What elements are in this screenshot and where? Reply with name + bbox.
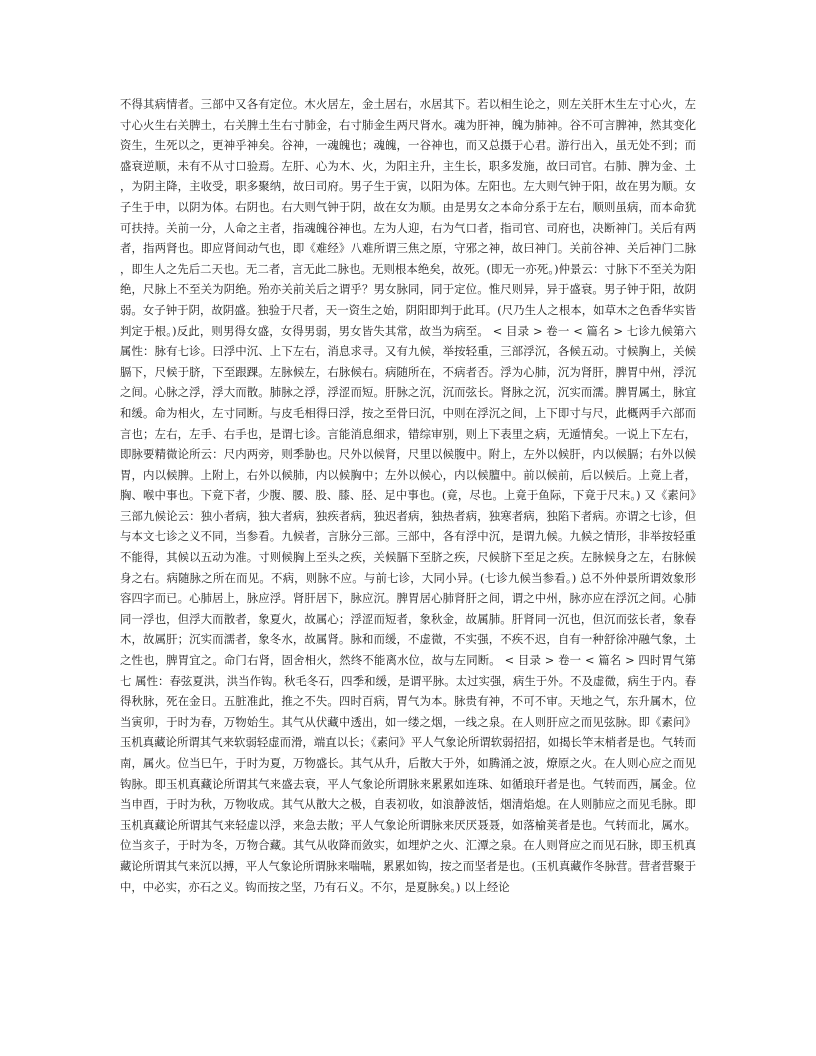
body-paragraph: 不得其病情者。三部中又各有定位。木火居左，金土居右，水居其下。若以相生论之，则左关肝木生左寸心火，左寸心火生右关脾土，右关脾土生右寸肺金，右寸肺金生两尺肾水。魂为肝神，魄为肺神。谷不可言脾神，然其变化资生，生死以之，更神乎神矣。谷神，一魂魄也；魂魄，一谷神也，而又总摄于心君。游行出入，虽无处不到；而盛衰逆顺，未有不从寸口验焉。左肝、心为木、火，为阳主升，主生长，职多发施，故曰司官。右肺、脾为金、土，为阴主降，主收受，职多聚纳，故曰司府。男子生于寅，以阳为体。左阳也。左大则气钟于阳，故在男为顺。女子生于申，以阴为体。右阴也。右大则气钟于阴，故在女为顺。由是男女之本命分系于左右，顺则虽病，而本命犹可扶持。关前一分，人命之主者，指魂魄谷神也。左为人迎，右为气口者，指司官、司府也，决断神门。关后有两者，指两肾也。即应肾间动气也，即《难经》八难所谓三焦之原，守邪之神，故曰神门。关前谷神、关后神门二脉，即生人之先后二天也。无二者，言无此二脉也。无则根本绝矣，故死。(即无一亦死。)仲景云：寸脉下不至关为阳绝，尺脉上不至关为阴绝。殆亦关前关后之谓乎？男女脉同，同于定位。惟尺则异，异于盛衰。男子钟于阳，故阴弱。女子钟于阴，故阴盛。独验于尺者，天一资生之始，阴阳即判于此耳。(尺乃生人之根本，如草木之色香华实皆判定于根。)反此，则男得女盛，女得男弱，男女皆失其常，故当为病至。 < 目录 > 卷一 < 篇名 > 七诊九候第六 属性：脉有七诊。曰浮中沉、上下左右，消息求寻。又有九候，举按轻重，三部浮沉，各候五动。寸候胸上，关候膈下，尺候于脐，下至跟踝。左脉候左，右脉候右。病随所在，不病者否。浮为心肺，沉为肾肝，脾胃中州，浮沉之间。心脉之浮，浮大而散。肺脉之浮，浮涩而短。肝脉之沉，沉而弦长。肾脉之沉，沉实而濡。脾胃属土，脉宜和缓。命为相火，左寸同断。与皮毛相得曰浮，按之至骨曰沉，中则在浮沉之间，上下即寸与尺，此概两手六部而言也；左右，左手、右手也，是谓七诊。言能消息细求，错综审别，则上下表里之病，无遁情矣。一说上下左右，即脉要精微论所云：尺内两旁，则季胁也。尺外以候肾，尺里以候腹中。附上，左外以候肝，内以候膈；右外以候胃，内以候脾。上附上，右外以候肺，内以候胸中；左外以候心，内以候膻中。前以候前，后以候后。上竟上者，胸、喉中事也。下竟下者，少腹、腰、股、膝、胫、足中事也。(竟，尽也。上竟于鱼际，下竟于尺末。) 又《素问》三部九候论云：独小者病，独大者病，独疾者病，独迟者病，独热者病，独寒者病，独陷下者病。亦谓之七诊，但与本文七诊之义不同，当参看。九候者，言脉分三部。三部中，各有浮中沉，是谓九候。九候之情形，非举按轻重不能得，其候以五动为准。寸则候胸上至头之疾，关候膈下至脐之疾，尺候脐下至足之疾。左脉候身之左，右脉候身之右。病随脉之所在而见。不病，则脉不应。与前七诊，大同小异。(七诊九候当参看。) 总不外仲景所谓效象形容四字而已。心肺居上，脉应浮。肾肝居下，脉应沉。脾胃居心肺肾肝之间，谓之中州，脉亦应在浮沉之间。心肺同一浮也，但浮大而散者，象夏火，故属心；浮涩而短者，象秋金，故属肺。肝肾同一沉也，但沉而弦长者，象春木，故属肝；沉实而濡者，象冬水，故属肾。脉和而缓，不虚微，不实强，不疾不迟，自有一种舒徐冲融气象，土之性也，脾胃宜之。命门右肾，固舍相火，然终不能离水位，故与左同断。 < 目录 > 卷一 < 篇名 > 四时胃气第七 属性：春弦夏洪，洪当作钩。秋毛冬石，四季和缓，是谓平脉。太过实强，病生于外。不及虚微，病生于内。春得秋脉，死在金日。五脏准此，推之不失。四时百病，胃气为本。脉贵有神，不可不审。天地之气，东升属木，位当寅卯，于时为春，万物始生。其气从伏藏中透出，如一缕之烟，一线之泉。在人则肝应之而见弦脉。即《素问》玉机真藏论所谓其气来软弱轻虚而滑，端直以长；《素问》平人气象论所谓软弱招招，如揭长竿末梢者是也。气转而南，属火。位当巳午，于时为夏，万物盛长。其气从升，后散大于外，如腾涌之波，燎原之火。在人则心应之而见钩脉。即玉机真藏论所谓其气来盛去衰，平人气象论所谓脉来累累如连珠、如循琅玕者是也。气转而西，属金。位当申酉，于时为秋，万物收成。其气从散大之极，自表初收，如浪静波恬，烟清焰熄。在人则肺应之而见毛脉。即玉机真藏论所谓其气来轻虚以浮，来急去散；平人气象论所谓脉来厌厌聂聂，如落榆荚者是也。气转而北，属水。位当亥子，于时为冬，万物合藏。其气从收降而敛实，如埋炉之火、汇潭之泉。在人则肾应之而见石脉，即玉机真藏论所谓其气来沉以搏，平人气象论所谓脉来喘喘，累累如钩，按之而坚者是也。(玉机真藏作冬脉营。营者营聚于中，中必实，亦石之义。钩而按之坚，乃有石义。不尔，是夏脉矣。) 以上经论 (120, 97, 696, 894)
document-page (120, 94, 696, 897)
